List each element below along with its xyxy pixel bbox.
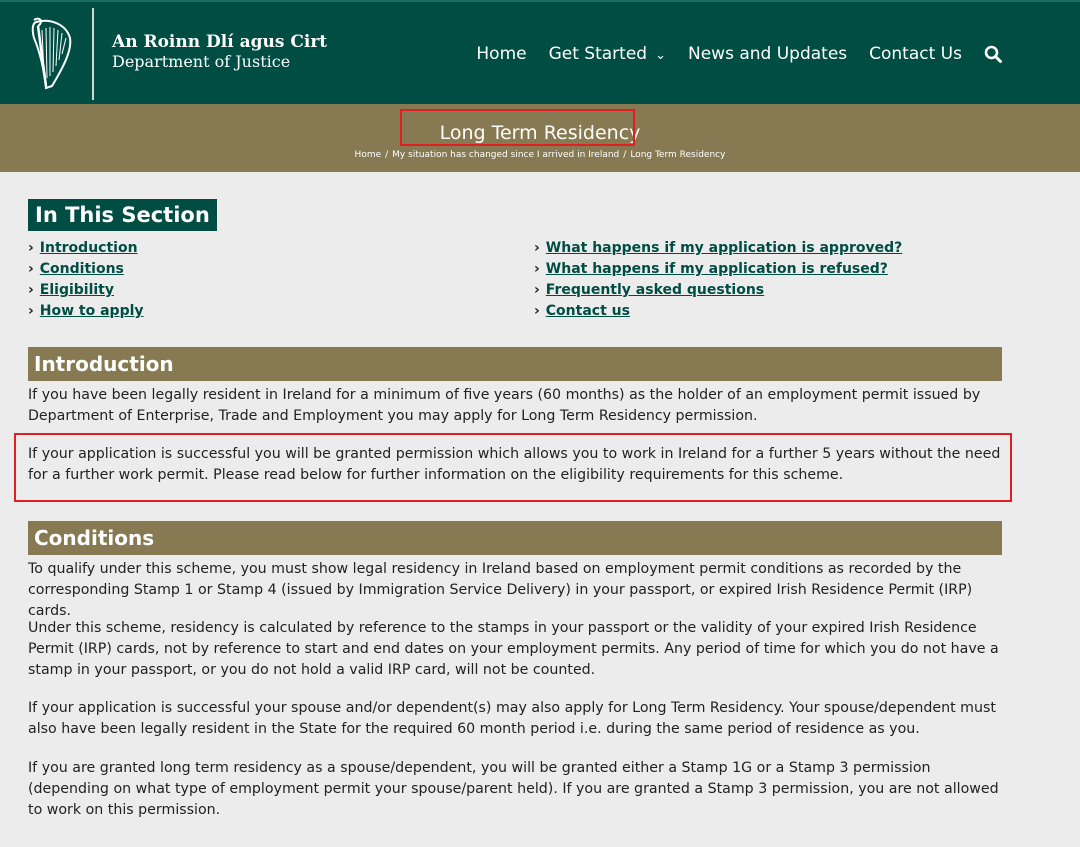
introduction-paragraph-2: If your application is successful you will be granted permission which allows you to work in Ireland for a further 5 years without the need for a further work permit. Please read below for further information on the eligibility requirements for this scheme. (28, 446, 1001, 483)
section-link-conditions[interactable]: › Conditions (28, 261, 124, 277)
harp-logo-icon[interactable] (26, 16, 74, 92)
chevron-down-icon: ⌄ (655, 48, 666, 63)
brand-english-name: Department of Justice (112, 52, 291, 71)
section-link-eligibility[interactable]: › Eligibility (28, 282, 114, 298)
search-icon[interactable] (984, 45, 1002, 63)
main-nav (454, 44, 1002, 64)
logo-divider (92, 8, 94, 100)
page-title: Long Term Residency (439, 122, 641, 144)
section-link-approved[interactable]: › What happens if my application is approved? (534, 240, 903, 256)
brand-irish-name: An Roinn Dlí agus Cirt (112, 32, 328, 52)
conditions-paragraph-2: Under this scheme, residency is calculated by reference to the stamps in your passport or the validity of your expired Irish Residence Permit (IRP) cards, not by reference to start and end dates on your employment permits. Any period of time for which you do not have a stamp in your passport, or you do not hold a valid IRP card, will not be counted. (28, 620, 999, 678)
section-link-faq[interactable]: › Frequently asked questions (534, 282, 765, 298)
breadcrumb-situation-changed[interactable]: My situation has changed since I arrived in Ireland (392, 150, 620, 160)
conditions-paragraph-1: To qualify under this scheme, you must show legal residency in Ireland based on employment permit conditions as recorded by the corresponding Stamp 1 or Stamp 4 (issued by Immigration Service Delivery) in your passport, or expired Irish Residence Permit (IRP) cards. (28, 561, 973, 619)
introduction-heading: Introduction (28, 347, 1002, 381)
nav-contact-us[interactable]: Contact Us (869, 44, 962, 64)
introduction-paragraph-1: If you have been legally resident in Ireland for a minimum of five years (60 months) as the holder of an employment permit issued by Department of Enterprise, Trade and Employment you may apply for Long Term Residency permission. (28, 387, 981, 424)
conditions-paragraph-4: If you are granted long term residency as a spouse/dependent, you will be granted either a Stamp 1G or a Stamp 3 permission (depending on what type of employment permit your spouse/parent held). If you are granted a Stamp 3 permission, you are not allowed to work on this permission. (28, 760, 999, 818)
breadcrumb-home[interactable]: Home (354, 150, 382, 160)
breadcrumb-current: Long Term Residency (630, 150, 726, 160)
site-header (0, 0, 1080, 104)
nav-get-started-label: Get Started (548, 44, 648, 64)
section-link-introduction[interactable]: › Introduction (28, 240, 138, 256)
nav-news-and-updates[interactable]: News and Updates (687, 44, 848, 64)
brand-name[interactable] (112, 32, 327, 72)
title-highlight-box (400, 109, 635, 146)
section-label: In This Section (28, 199, 217, 231)
breadcrumb: Home / My situation has changed since I arrived in Ireland / Long Term Residency (354, 150, 726, 160)
nav-home[interactable]: Home (476, 44, 527, 64)
section-link-how-to-apply[interactable]: › How to apply (28, 303, 144, 319)
conditions-heading: Conditions (28, 521, 1002, 555)
paragraph-highlight-box (14, 433, 1012, 502)
section-link-refused[interactable]: › What happens if my application is refused? (534, 261, 888, 277)
nav-get-started[interactable] (549, 44, 666, 64)
conditions-paragraph-3: If your application is successful your spouse and/or dependent(s) may also apply for Long Term Residency. Your spouse/dependent must also have been legally resident in the State for the required 60 month period i.e. during the same period of residence as you. (28, 700, 996, 737)
section-link-contact-us[interactable]: › Contact us (534, 303, 630, 319)
section-links-left (28, 238, 144, 322)
section-links-right (534, 238, 902, 322)
